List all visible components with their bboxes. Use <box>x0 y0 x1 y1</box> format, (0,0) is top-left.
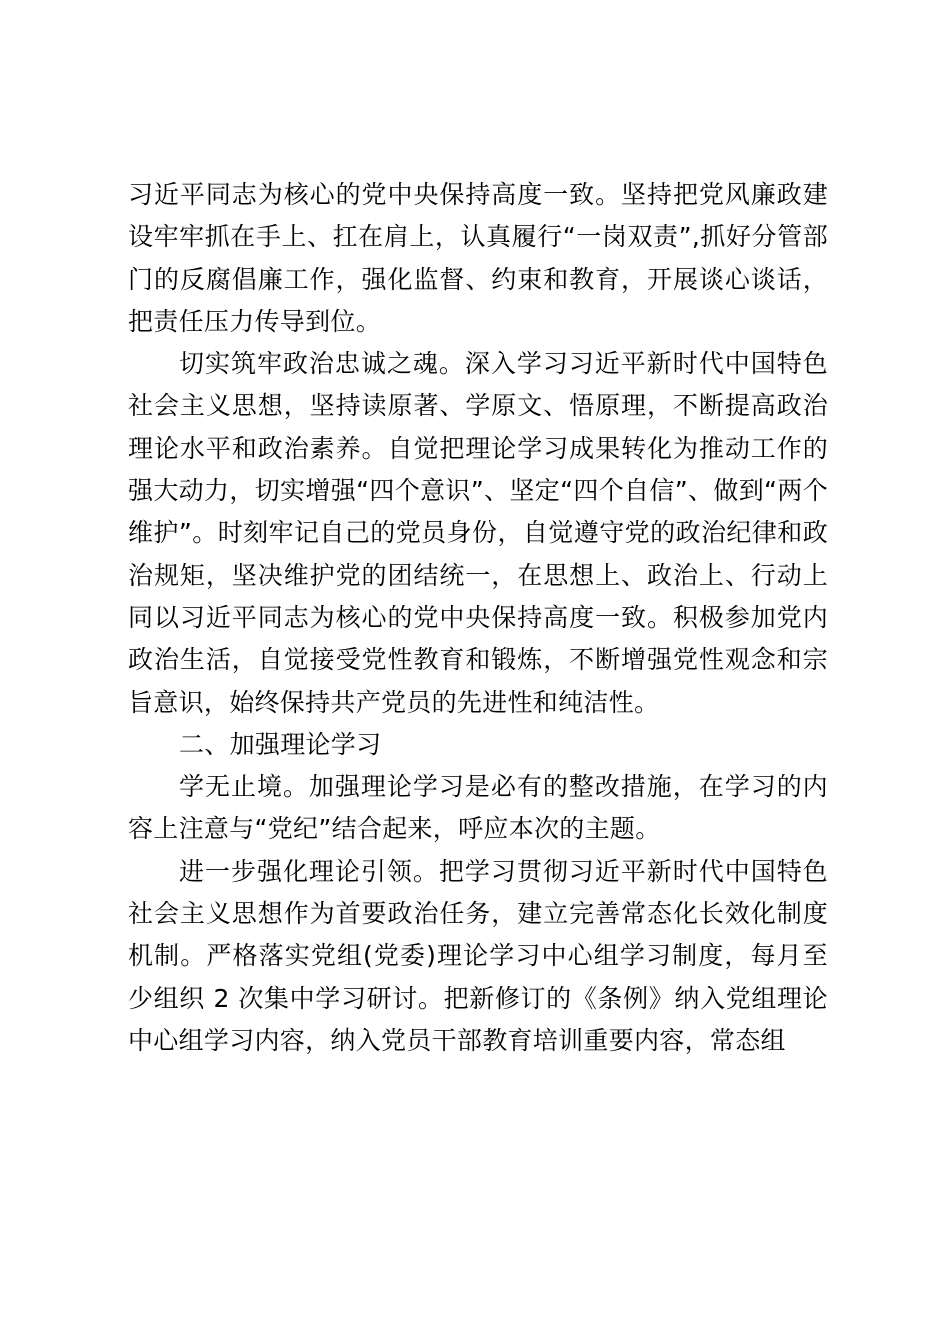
section-heading-theory-study: 二、加强理论学习 <box>179 729 382 759</box>
paragraph-theory-guidance: 进一步强化理论引领。把学习贯彻习近平新时代中国特色社会主义思想作为首要政治任务，建立完善常态化长效化制度机制。严格落实党组(党委)理论学习中心组学习制度，每月至少组织 2 次集中学习研讨。把新修订的《条例》纳入党组理论中心组学习内容，纳入党员干部教育培训重要内容，常态组 <box>128 856 828 1055</box>
document-body <box>128 174 828 1062</box>
paragraph-political-loyalty: 切实筑牢政治忠诚之魂。深入学习习近平新时代中国特色社会主义思想，坚持读原著、学原文、悟原理，不断提高政治理论水平和政治素养。自觉把理论学习成果转化为推动工作的强大动力，切实增强“四个意识”、坚定“四个自信”、做到“两个维护”。时刻牢记自己的党员身份，自觉遵守党的政治纪律和政治规矩，坚决维护党的团结统一，在思想上、政治上、行动上同以习近平同志为核心的党中央保持高度一致。积极参加党内政治生活，自觉接受党性教育和锻炼，不断增强党性观念和宗旨意识，始终保持共产党员的先进性和纯洁性。 <box>128 349 828 717</box>
paragraph-continuation: 习近平同志为核心的党中央保持高度一致。坚持把党风廉政建设牢牢抓在手上、扛在肩上，认真履行“一岗双责”,抓好分管部门的反腐倡廉工作，强化监督、约束和教育，开展谈心谈话，把责任压力传导到位。 <box>128 180 828 336</box>
paragraph-endless-learning: 学无止境。加强理论学习是必有的整改措施，在学习的内容上注意与“党纪”结合起来，呼应本次的主题。 <box>128 772 828 844</box>
